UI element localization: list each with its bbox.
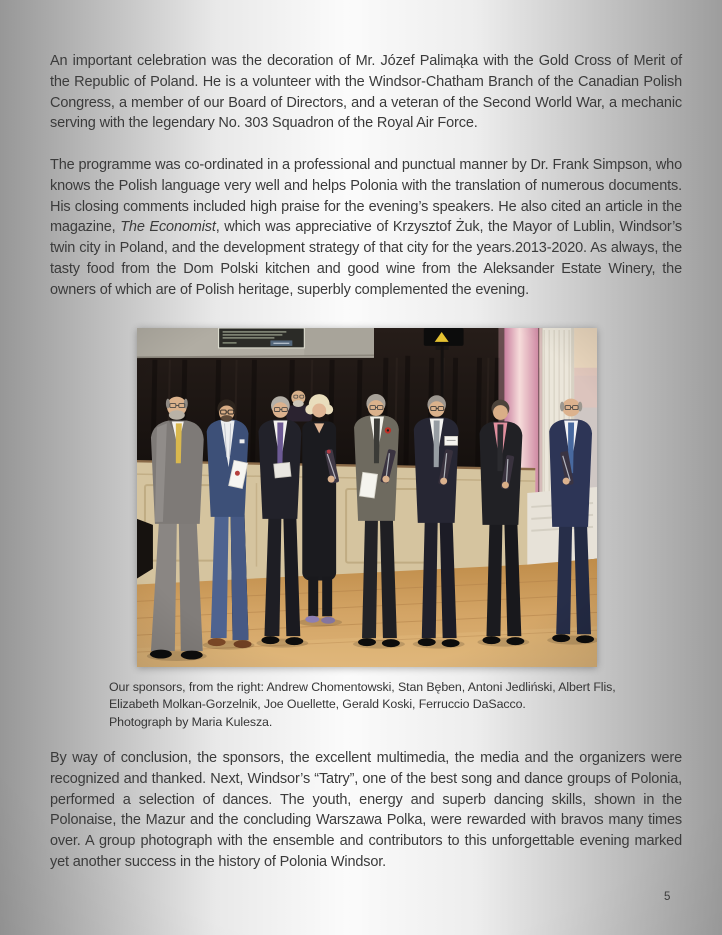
paragraph-award: An important celebration was the decoration of Mr. Józef Palimąka with the Gold Cross of Merit of the Republic of Poland. He is a volunteer with the Windsor-Chatham Branch of the Canadian Polish Congress, a member of our Board of Directors, and a veteran of the Second World War, a mechanic serving with the legendary No. 303 Squadron of the Royal Air Force. — [50, 53, 682, 132]
paragraph-programme-text-cont: , which was appreciative of Krzysztof Żuk, the Mayor of Lublin, Windsor’s twin city in Poland, and the development strategy of that city for the years.2013-2020. As always, the tasty food from the Dom Polski kitchen and good wine from the Aleksander Estate Winery, the owners of which are of Polish heritage, superbly complemented the evening. — [50, 219, 682, 298]
photo-vignette — [137, 328, 597, 667]
group-photo — [137, 328, 597, 667]
caption-line-1: Our sponsors, from the right: Andrew Chomentowski, Stan Bęben, Antoni Jedliński, Albert Flis, — [109, 680, 616, 694]
paragraph-conclusion: By way of conclusion, the sponsors, the excellent multimedia, the media and the organizers were recognized and thanked. Next, Windsor’s “Tatry”, one of the best song and dance groups of Polonia, performed a selection of dances. The youth, energy and superb dancing skills, shown in the Polonaise, the Mazur and the concluding Warszawa Polka, were rewarded with bravos many times over. A group photograph with the ensemble and contributors to this unforgettable evening marked yet another success in the history of Polonia Windsor. — [50, 750, 682, 870]
paragraph-programme — [50, 155, 682, 301]
group-photo-illustration — [137, 328, 597, 667]
magazine-title: The Economist — [120, 219, 216, 236]
photo-caption — [109, 679, 669, 731]
caption-line-2: Elizabeth Molkan-Gorzelnik, Joe Ouellette, Gerald Koski, Ferruccio DaSacco. — [109, 697, 526, 712]
page-number: 5 — [664, 891, 671, 903]
caption-line-3: Photograph by Maria Kulesza. — [109, 714, 273, 729]
paragraph-programme-text: The programme was co-ordinated in a professional and punctual manner by Dr. Frank Simpson, who knows the Polish language very well and helps Polonia with the translation of numerous documents. His closing comments included high praise for the evening’s speakers. He also cited an article in the magazine, — [50, 157, 682, 236]
